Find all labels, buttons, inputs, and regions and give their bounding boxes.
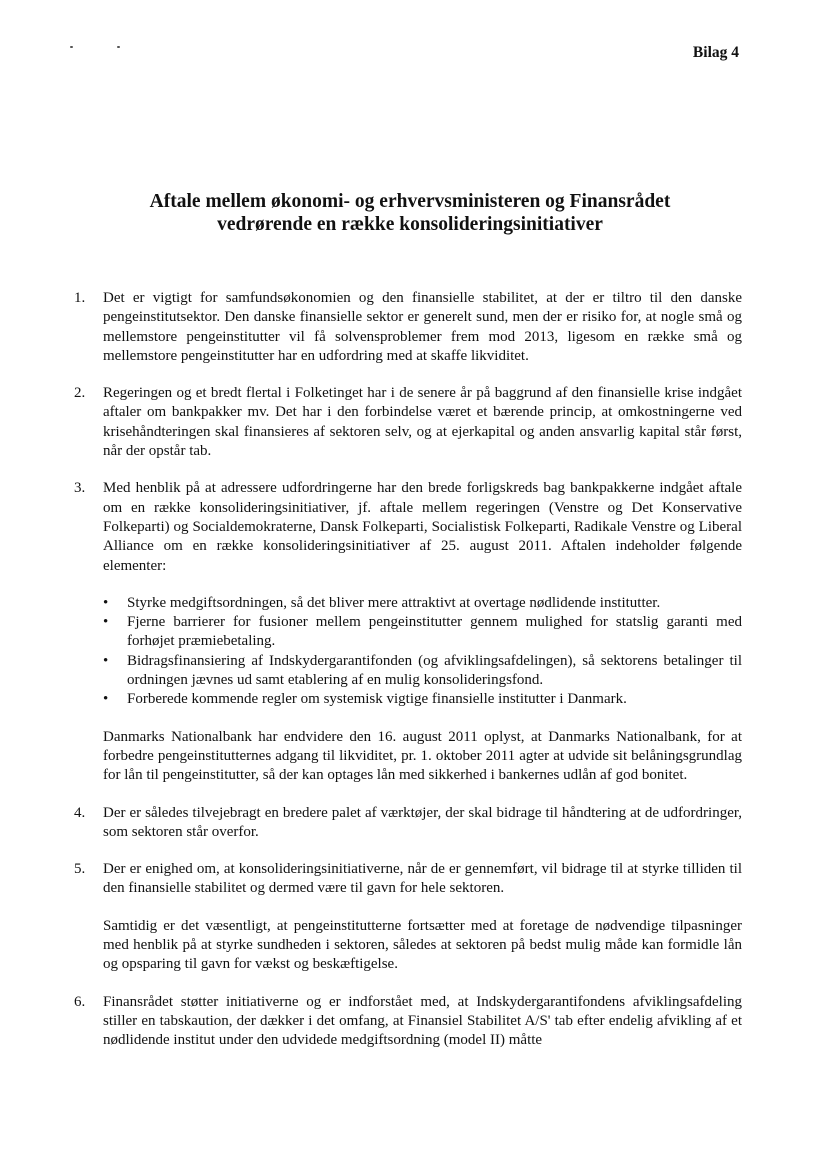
- item-content: [103, 804, 742, 843]
- numbered-item-6: [74, 993, 742, 1051]
- numbered-item-4: [74, 804, 742, 843]
- paragraph: Der er enighed om, at konsolideringsinitiativerne, når de er gennemført, vil bidrage til at styrke tilliden til den finansielle stabilitet og dermed være til gavn for hele sektoren.: [103, 861, 742, 897]
- paragraph: Regeringen og et bredt flertal i Folketinget har i de senere år på baggrund af den finansielle krise indgået aftaler om bankpakker mv. Det har i den forbindelse været et bærende princip, at omkostningerne ved krisehåndteringen skal finansieres af sektoren selv, og at ejerkapital og anden ansvarlig kapital står først, når der opstår tab.: [103, 385, 742, 460]
- bullet-item: [103, 690, 742, 709]
- document-body: [74, 289, 742, 1069]
- item-number: 5.: [74, 861, 86, 878]
- paragraph: Med henblik på at adressere udfordringerne har den brede forligskreds bag bankpakkerne indgået aftale om en række konsolideringsinitiativer, jf. aftale mellem regeringen (Venstre og Det Konservative Folkeparti) og Socialdemokraterne, Dansk Folkeparti, Socialistisk Folkeparti, Radikale Venstre og Liberal Alliance om en række konsolideringsinitiativer af 25. august 2011. Aftalen indeholder følgende elementer:: [103, 480, 742, 574]
- item-content: [103, 384, 742, 461]
- item-number: 3.: [74, 480, 86, 497]
- numbered-item-5: [74, 860, 742, 974]
- bullet-text: Bidragsfinansiering af Indskydergarantifonden (og afviklingsafdelingen), så sektorens betalinger til ordningen jævnes ud samt etablering af en mulig konsolideringsfond.: [127, 652, 742, 689]
- paragraph: Danmarks Nationalbank har endvidere den 16. august 2011 oplyst, at Danmarks Nationalbank, for at forbedre pengeinstitutternes adgang til likviditet, pr. 1. oktober 2011 agter at udvide sit belåningsgrundlag for lån til pengeinstitutter, så der kan optages lån med sikkerhed i bankernes udlån af god bonitet.: [103, 728, 742, 784]
- bullet-list: [103, 594, 742, 710]
- item-number: 1.: [74, 290, 86, 306]
- bullet-item: [103, 594, 742, 613]
- item-number: 2.: [74, 385, 86, 402]
- scan-speck: [70, 46, 73, 48]
- paragraph: Samtidig er det væsentligt, at pengeinstitutterne fortsætter med at foretage de nødvendige tilpasninger med henblik på at styrke sundheden i sektoren, således at sektoren på bedst mulig måde kan formidle lån og opsparing til gavn for vækst og beskæftigelse.: [103, 917, 742, 973]
- document-title: [80, 190, 740, 236]
- item-content: [103, 289, 742, 366]
- paragraph: Finansrådet støtter initiativerne og er indforstået med, at Indskydergarantifondens afviklingsafdeling stiller en tabskaution, der dækker i det omfang, at Finansiel Stabilitet A/S' tab efter endelig afvikling af et nødlidende institut under den udvidede medgiftsordning (model II) måtte: [103, 993, 742, 1049]
- item-number: 6.: [74, 993, 86, 1010]
- paragraph: Det er vigtigt for samfundsøkonomien og den finansielle stabilitet, at der er tiltro til den danske pengeinstitutsektor. Den danske finansielle sektor er generelt sund, men der er risiko for, at nogle små og mellemstore pengeinstitutter vil få solvensproblemer frem mod 2013, ligesom en række små og mellemstore pengeinstitutter har en udfordring med at skaffe likviditet.: [103, 290, 742, 364]
- bullet-icon: •: [103, 614, 109, 631]
- bullet-item: [103, 652, 742, 691]
- item-content: [103, 860, 742, 974]
- paragraph: Der er således tilvejebragt en bredere palet af værktøjer, der skal bidrage til håndtering at de udfordringer, som sektoren står overfor.: [103, 804, 742, 840]
- scan-speck: [117, 46, 120, 48]
- numbered-item-1: [74, 289, 742, 366]
- bullet-text: Styrke medgiftsordningen, så det bliver mere attraktivt at overtage nødlidende institutter.: [127, 594, 661, 611]
- attachment-label: Bilag 4: [692, 44, 739, 61]
- bullet-icon: •: [103, 594, 109, 611]
- bullet-item: [103, 613, 742, 652]
- numbered-item-2: [74, 384, 742, 461]
- item-content: [103, 993, 742, 1051]
- bullet-icon: •: [103, 652, 109, 669]
- title-line-2: vedrørende en række konsolideringsinitiativer: [217, 214, 603, 235]
- bullet-text: Forberede kommende regler om systemisk vigtige finansielle institutter i Danmark.: [127, 691, 627, 708]
- item-content: [103, 479, 742, 785]
- bullet-text: Fjerne barrierer for fusioner mellem pengeinstitutter gennem mulighed for statslig garanti med forhøjet præmiebetaling.: [127, 614, 742, 650]
- title-line-1: Aftale mellem økonomi- og erhvervsministeren og Finansrådet: [149, 191, 671, 212]
- numbered-item-3: [74, 479, 742, 785]
- bullet-icon: •: [103, 691, 109, 708]
- item-number: 4.: [74, 804, 86, 821]
